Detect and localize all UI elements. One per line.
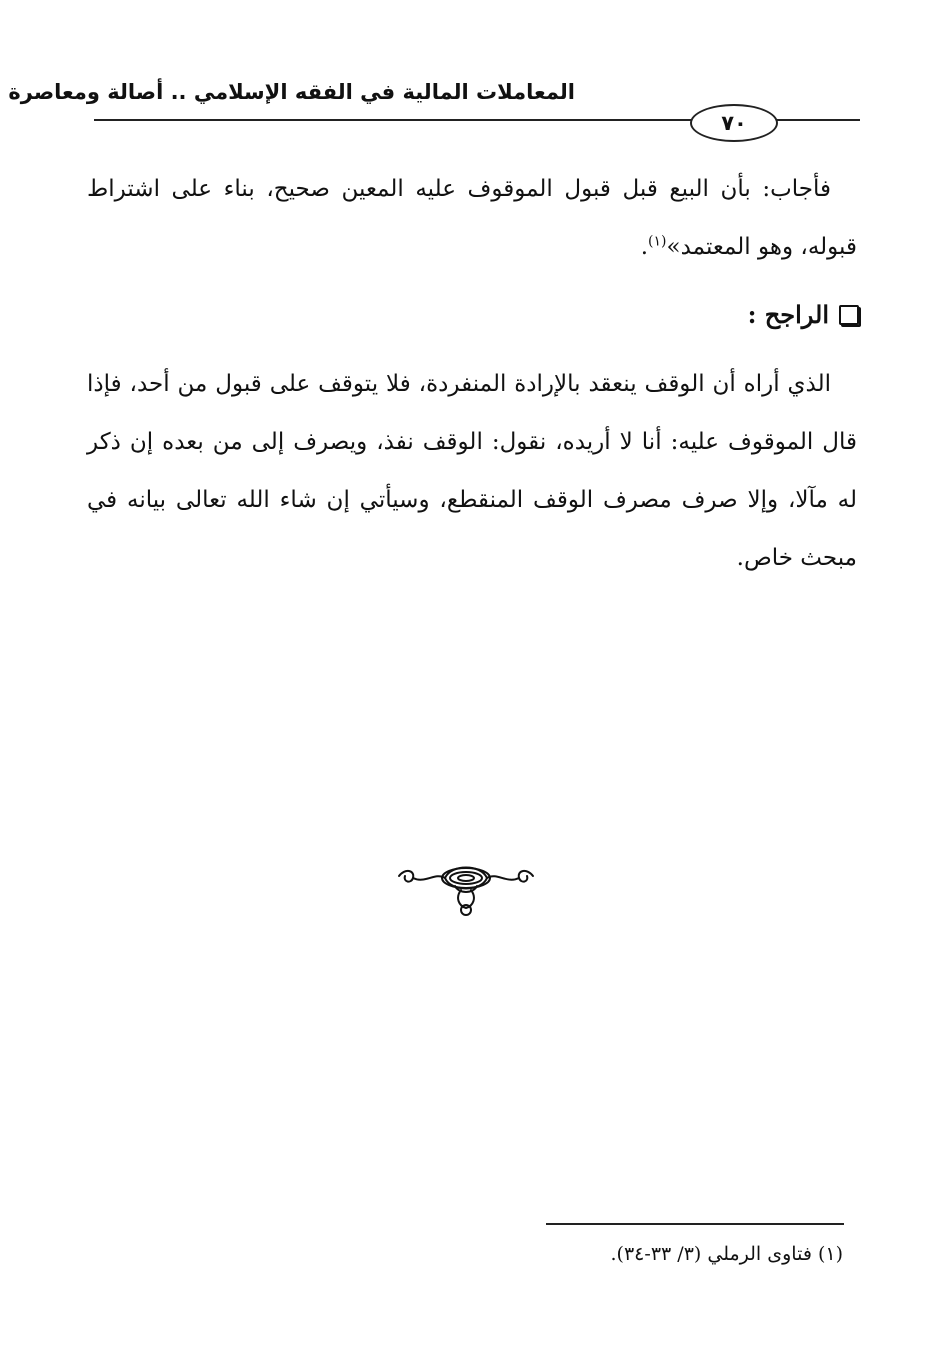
page-number bbox=[690, 104, 778, 142]
paragraph-1-text: فأجاب: بأن البيع قبل قبول الموقوف عليه المعين صحيح، بناء على اشتراط قبوله، وهو المعتمد» bbox=[87, 176, 857, 260]
checkbox-square-icon bbox=[839, 305, 859, 325]
paragraph-2-text: الذي أراه أن الوقف ينعقد بالإرادة المنفردة، فلا يتوقف على قبول من أحد، فإذا قال الموقوف عليه: أنا لا أريده، نقول: الوقف نفذ، ويصرف إلى من بعده إن ذكر له مآلا، وإلا صرف مصرف الوقف المنقطع، وسيأتي إن شاء الله تعالى بيانه في مبحث خاص. bbox=[87, 371, 857, 571]
paragraph-1 bbox=[87, 160, 857, 276]
section-heading-text: الراجح : bbox=[747, 300, 829, 329]
paragraph-1-end: . bbox=[640, 234, 649, 260]
paragraph-2 bbox=[87, 355, 857, 587]
footnote-1: (١) فتاوى الرملي (٣/ ٣٣-٣٤). bbox=[610, 1243, 843, 1265]
running-title: المعاملات المالية في الفقه الإسلامي .. أصالة ومعاصرة bbox=[8, 80, 575, 104]
section-heading bbox=[748, 300, 859, 329]
page-number-text: ٧٠ bbox=[721, 111, 747, 135]
ornament-divider-icon bbox=[395, 858, 537, 918]
footnote-reference: (١) bbox=[648, 233, 667, 250]
footnote-rule bbox=[546, 1223, 844, 1225]
